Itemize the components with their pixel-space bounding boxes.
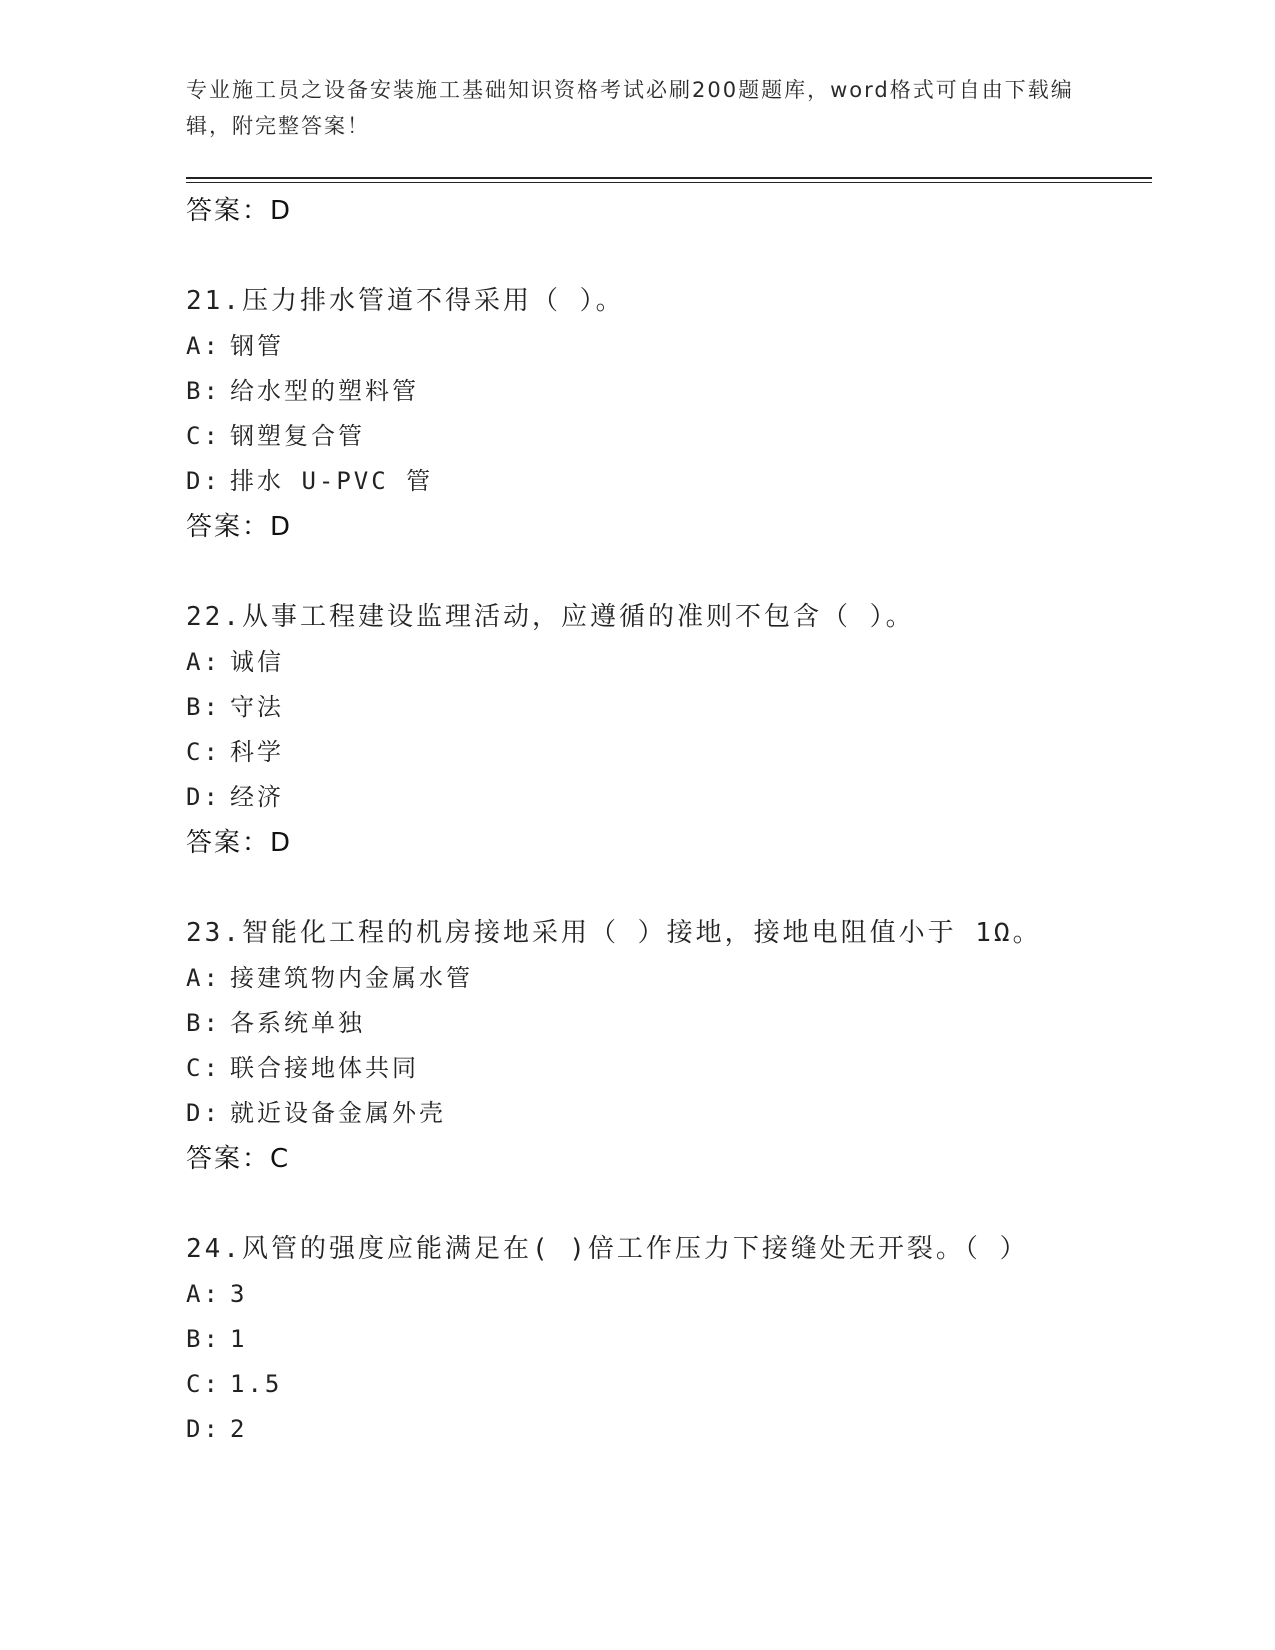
document-header: 专业施工员之设备安装施工基础知识资格考试必刷200题题库，word格式可自由下载编辑，附完整答案！ — [186, 78, 1074, 138]
option-d — [186, 1091, 1146, 1136]
option-letter: C: — [186, 1054, 221, 1082]
option-c — [186, 1362, 1146, 1407]
option-d — [186, 775, 1146, 820]
option-text: 排水 U-PVC 管 — [230, 467, 434, 495]
option-letter: A: — [186, 648, 221, 676]
header-divider-thick — [186, 177, 1152, 179]
option-text: 各系统单独 — [230, 1009, 365, 1037]
option-text: 就近设备金属外壳 — [230, 1099, 446, 1127]
option-letter: A: — [186, 1280, 221, 1308]
option-text: 钢管 — [230, 332, 284, 360]
option-text: 1.5 — [230, 1370, 283, 1398]
question-24 — [186, 1226, 1146, 1452]
option-text: 钢塑复合管 — [230, 422, 365, 450]
question-list — [186, 186, 1146, 1452]
option-letter: B: — [186, 1009, 221, 1037]
option-a — [186, 1272, 1146, 1317]
option-d — [186, 1407, 1146, 1452]
option-letter: C: — [186, 1370, 221, 1398]
option-a — [186, 324, 1146, 369]
question-answer: 答案：C — [186, 1144, 291, 1174]
option-c — [186, 414, 1146, 459]
option-letter: B: — [186, 693, 221, 721]
option-letter: D: — [186, 783, 221, 811]
question-answer: 答案：D — [186, 828, 293, 858]
option-text: 联合接地体共同 — [230, 1054, 419, 1082]
option-letter: C: — [186, 422, 221, 450]
option-letter: B: — [186, 1325, 221, 1353]
option-text: 守法 — [230, 693, 284, 721]
question-21 — [186, 278, 1146, 550]
option-text: 1 — [230, 1325, 248, 1353]
option-letter: C: — [186, 738, 221, 766]
option-letter: D: — [186, 1099, 221, 1127]
question-stem: 22.从事工程建设监理活动，应遵循的准则不包含（ ）。 — [186, 602, 915, 632]
option-b — [186, 685, 1146, 730]
option-text: 3 — [230, 1280, 248, 1308]
option-a — [186, 640, 1146, 685]
option-text: 科学 — [230, 738, 284, 766]
option-text: 经济 — [230, 783, 284, 811]
option-letter: D: — [186, 1415, 221, 1443]
option-c — [186, 1046, 1146, 1091]
option-text: 诚信 — [230, 648, 284, 676]
option-text: 接建筑物内金属水管 — [230, 964, 473, 992]
question-stem: 23.智能化工程的机房接地采用（ ）接地，接地电阻值小于 1Ω。 — [186, 918, 1042, 948]
option-a — [186, 956, 1146, 1001]
question-22 — [186, 594, 1146, 866]
header-divider-thin — [186, 182, 1152, 183]
question-stem: 21.压力排水管道不得采用（ ）。 — [186, 286, 625, 316]
option-letter: A: — [186, 964, 221, 992]
option-text: 给水型的塑料管 — [230, 377, 419, 405]
question-answer: 答案：D — [186, 512, 293, 542]
previous-question-answer: 答案：D — [186, 196, 293, 226]
option-b — [186, 1317, 1146, 1362]
option-letter: D: — [186, 467, 221, 495]
question-23 — [186, 910, 1146, 1182]
question-stem: 24.风管的强度应能满足在( )倍工作压力下接缝处无开裂。（ ） — [186, 1234, 1029, 1264]
option-text: 2 — [230, 1415, 248, 1443]
option-b — [186, 1001, 1146, 1046]
option-d — [186, 459, 1146, 504]
option-letter: A: — [186, 332, 221, 360]
option-b — [186, 369, 1146, 414]
option-c — [186, 730, 1146, 775]
option-letter: B: — [186, 377, 221, 405]
